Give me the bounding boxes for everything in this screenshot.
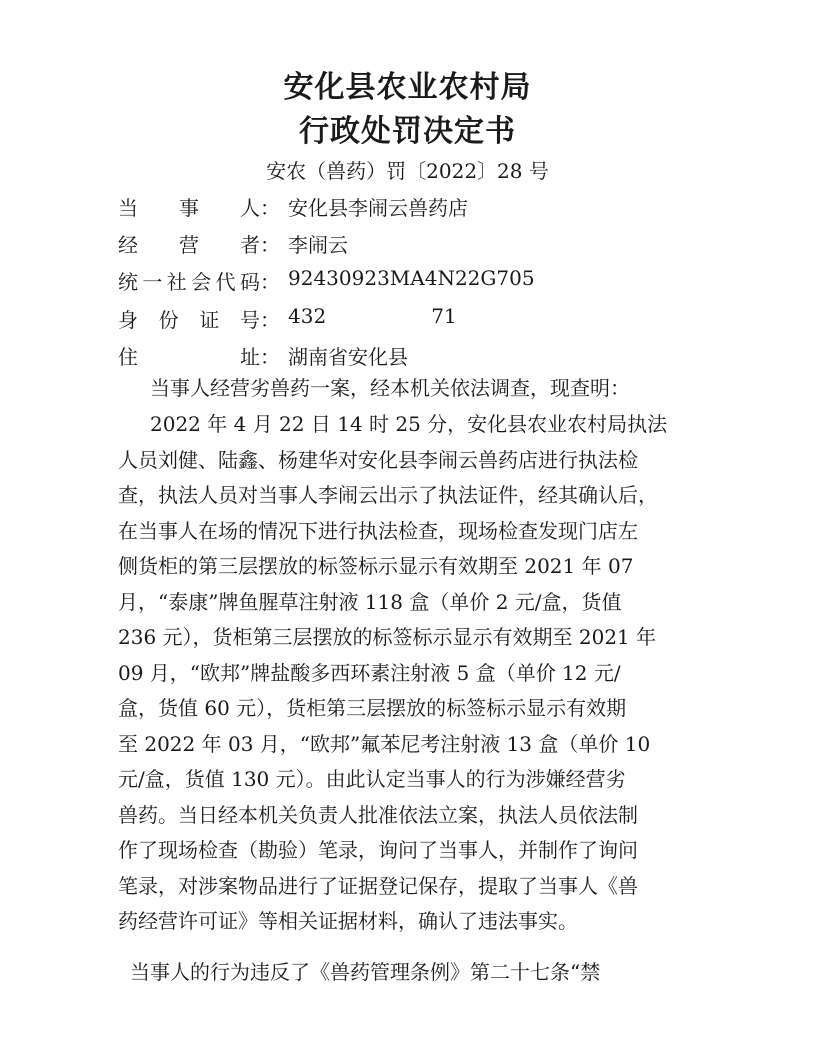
body-line: 人员刘健、陆鑫、杨建华对安化县李闹云兽药店进行执法检 — [118, 447, 638, 472]
body-line: 兽药。当日经本机关负责人批准依法立案，执法人员依法制 — [118, 802, 638, 827]
body-line: 在当事人在场的情况下进行执法检查，现场检查发现门店左 — [118, 518, 638, 543]
colon: ： — [260, 196, 280, 220]
body-paragraph-1: 当事人经营劣兽药一案，经本机关依法调查，现查明： — [150, 376, 630, 400]
field-value-start: 432 — [288, 304, 327, 328]
field-value: 92430923MA4N22G705 — [288, 266, 535, 290]
body-line: 2022 年 4 月 22 日 14 时 25 分，安化县农业农村局执法 — [150, 412, 668, 436]
body-line: 236 元），货柜第三层摆放的标签标示显示有效期至 2021 年 — [118, 625, 657, 649]
body-paragraph-2 — [118, 407, 668, 940]
issuer-title: 安化县农业农村局 — [283, 70, 532, 105]
field-address — [118, 341, 408, 370]
body-line: 侧货柜的第三层摆放的标签标示显示有效期至 2021 年 07 — [118, 554, 634, 578]
field-party — [118, 192, 468, 221]
body-line: 作了现场检查（勘验）笔录，询问了当事人，并制作了询问 — [118, 838, 638, 862]
body-line: 笔录，对涉案物品进行了证据登记保存，提取了当事人《兽 — [118, 873, 638, 898]
field-label: 住址 — [118, 345, 260, 369]
field-value: 李闹云 — [288, 233, 348, 257]
body-paragraph-3: 当事人的行为违反了《兽药管理条例》第二十七条“禁 — [130, 960, 601, 984]
redaction-mask — [326, 304, 431, 326]
field-value: 湖南省安化县 — [288, 345, 408, 369]
field-label: 经营者 — [118, 233, 260, 257]
field-value: 安化县李闹云兽药店 — [288, 196, 468, 220]
field-value-end: 71 — [431, 304, 457, 328]
field-label: 身份证号 — [118, 308, 260, 332]
body-line: 月，“泰康”牌鱼腥草注射液 118 盒（单价 2 元/盒，货值 — [118, 589, 622, 614]
field-id-number — [118, 304, 457, 333]
field-label: 当事人 — [118, 196, 260, 220]
body-line: 药经营许可证》等相关证据材料，确认了违法事实。 — [118, 909, 578, 933]
colon: ： — [260, 308, 280, 332]
field-operator — [118, 229, 348, 258]
document-number: 安农（兽药）罚〔2022〕28 号 — [266, 159, 549, 183]
body-line: 盒，货值 60 元），货柜第三层摆放的标签标示显示有效期 — [118, 696, 627, 720]
field-credit-code — [118, 266, 535, 295]
colon: ： — [260, 345, 280, 369]
colon: ： — [260, 233, 280, 257]
body-line: 09 月，“欧邦”牌盐酸多西环素注射液 5 盒（单价 12 元/ — [118, 660, 621, 685]
body-line: 至 2022 年 03 月，“欧邦”氟苯尼考注射液 13 盒（单价 10 — [118, 731, 651, 756]
document-title: 行政处罚决定书 — [299, 114, 516, 149]
body-line: 元/盒，货值 130 元）。由此认定当事人的行为涉嫌经营劣 — [118, 767, 626, 791]
colon: ： — [260, 270, 280, 294]
field-label: 统一社会代码 — [118, 270, 260, 294]
body-line: 查，执法人员对当事人李闹云出示了执法证件，经其确认后， — [118, 483, 658, 507]
